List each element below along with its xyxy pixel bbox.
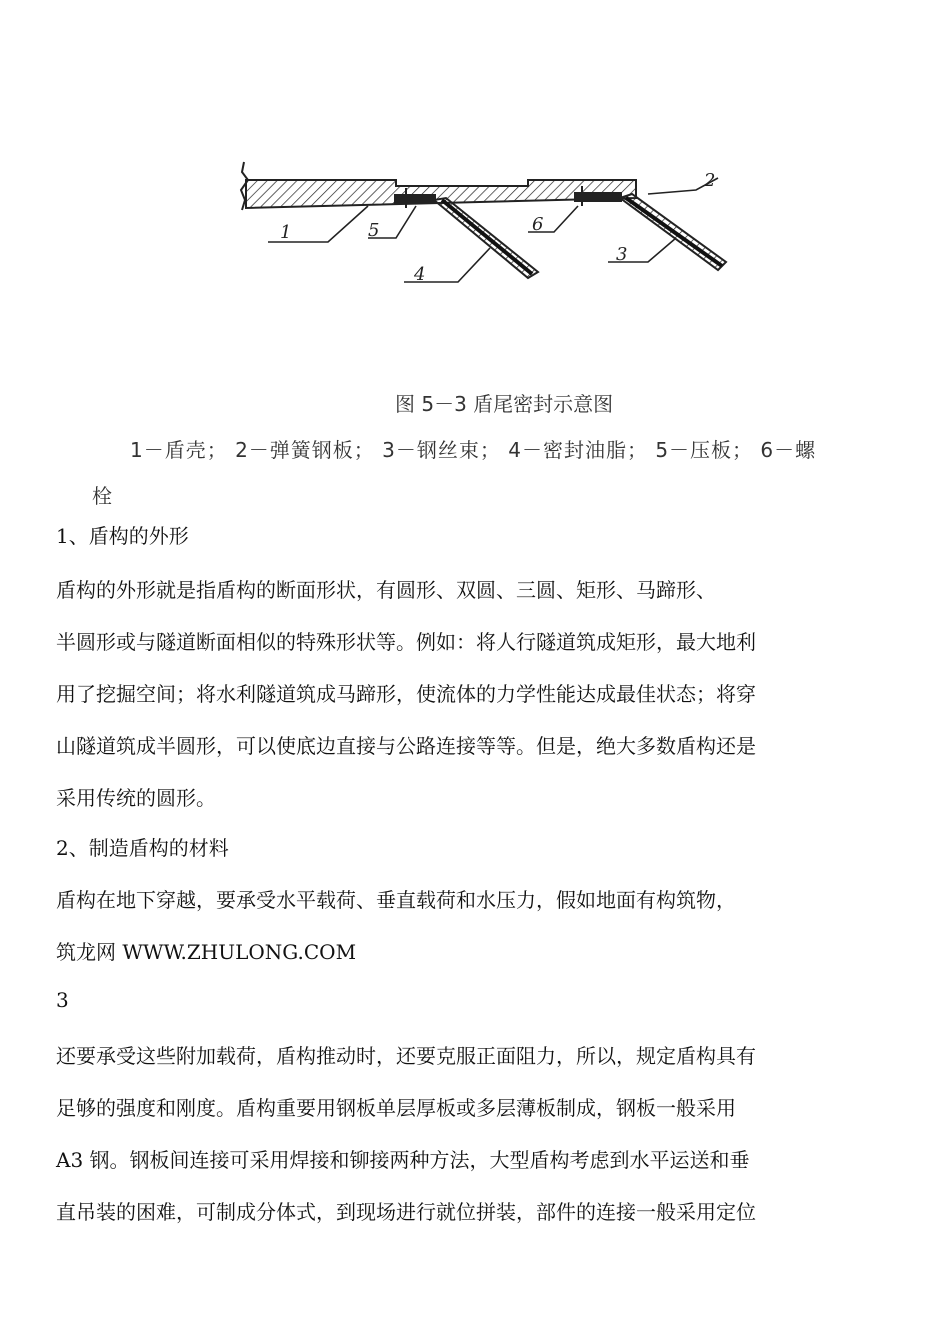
footer-site: 筑龙网 WWW.ZHULONG.COM <box>56 940 357 964</box>
section1-line1: 盾构的外形就是指盾构的断面形状，有圆形、双圆、三圆、矩形、马蹄形、 <box>56 578 716 602</box>
figure-caption: 图 5－3 盾尾密封示意图 <box>395 392 614 416</box>
label-6: 6 <box>532 214 544 235</box>
label-4: 4 <box>414 264 426 285</box>
continuation-line4: 直吊装的困难，可制成分体式，到现场进行就位拼装，部件的连接一般采用定位 <box>56 1200 756 1224</box>
continuation-line1: 还要承受这些附加载荷，盾构推动时，还要克服正面阻力，所以，规定盾构具有 <box>56 1044 756 1068</box>
section1-heading: 1、盾构的外形 <box>56 524 189 548</box>
continuation-line2: 足够的强度和刚度。盾构重要用钢板单层厚板或多层薄板制成，钢板一般采用 <box>56 1096 736 1120</box>
figure-legend-line2: 栓 <box>92 484 112 508</box>
diagram-drawing <box>228 150 738 300</box>
section1-line3: 用了挖掘空间；将水利隧道筑成马蹄形，使流体的力学性能达成最佳状态；将穿 <box>56 682 756 706</box>
figure-legend-line1: 1－盾壳； 2－弹簧钢板； 3－钢丝束； 4－密封油脂； 5－压板； 6－螺 <box>130 438 817 462</box>
label-5: 5 <box>368 220 380 241</box>
page-number: 3 <box>56 988 69 1012</box>
section1-line5: 采用传统的圆形。 <box>56 786 216 810</box>
label-3: 3 <box>616 244 628 265</box>
label-1: 1 <box>280 222 292 243</box>
continuation-line3: A3 钢。钢板间连接可采用焊接和铆接两种方法，大型盾构考虑到水平运送和垂 <box>56 1148 750 1172</box>
section2-heading: 2、制造盾构的材料 <box>56 836 229 860</box>
section1-line2: 半圆形或与隧道断面相似的特殊形状等。例如：将人行隧道筑成矩形，最大地利 <box>56 630 756 654</box>
label-2: 2 <box>704 170 716 191</box>
section1-line4: 山隧道筑成半圆形，可以使底边直接与公路连接等等。但是，绝大多数盾构还是 <box>56 734 756 758</box>
section2-line1: 盾构在地下穿越，要承受水平载荷、垂直载荷和水压力，假如地面有构筑物， <box>56 888 736 912</box>
shield-tail-seal-diagram <box>228 150 738 300</box>
